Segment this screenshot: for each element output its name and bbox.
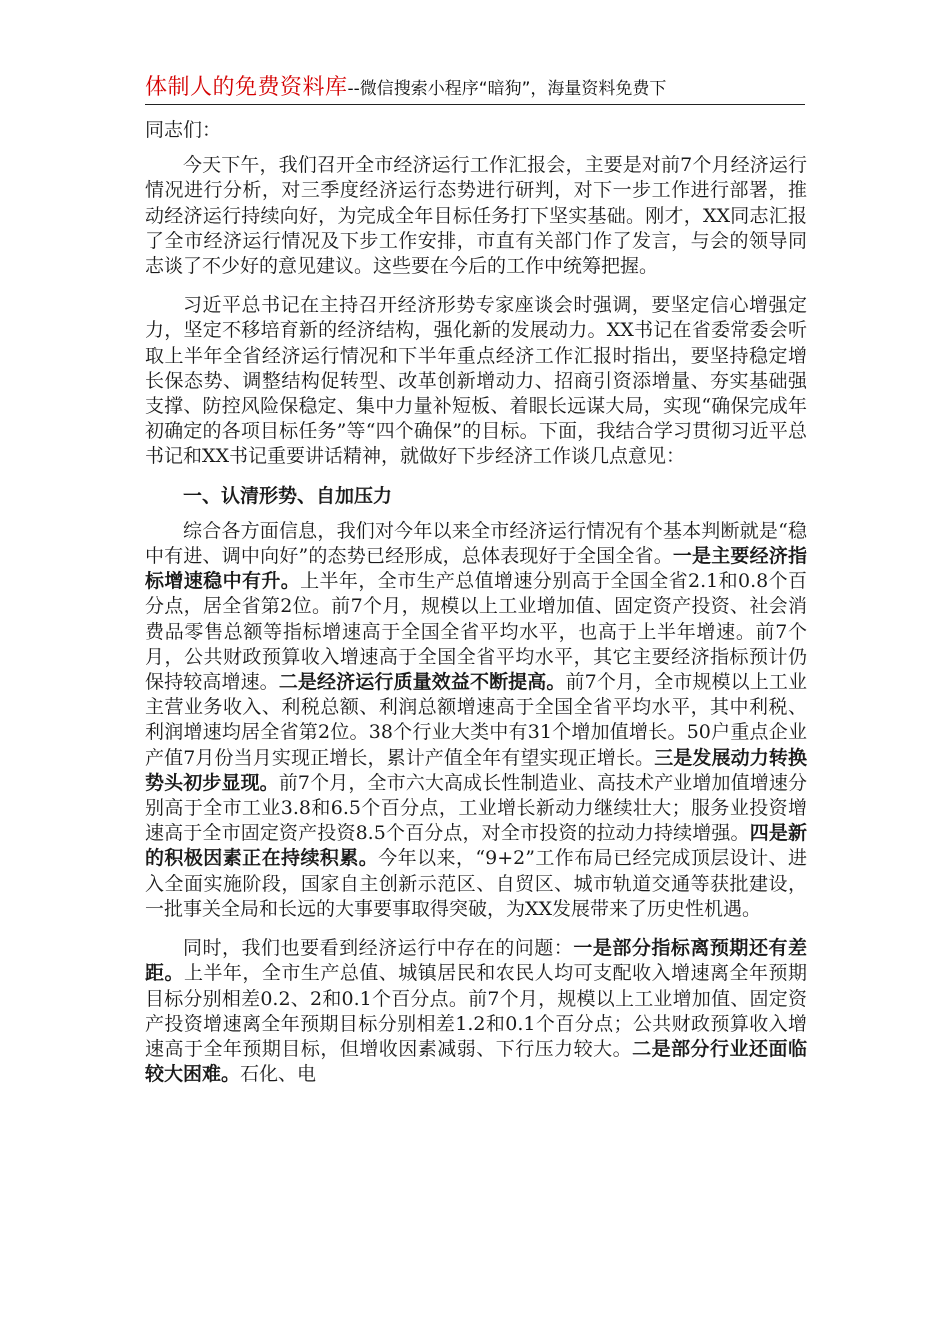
point-1-heading: 一是主要经济指标增速稳中有升。 (145, 545, 807, 593)
document-body (145, 118, 807, 1101)
situation-text-4: 前7个月，全市六大高成长性制造业、高技术产业增加值增速分别高于全市工业3.8和6.5个百分点，工业增长新动力继续壮大；服务业投资增速高于全市固定资产投资8.5个百分点，对全市投资的拉动力持续增强。 (145, 771, 807, 845)
situation-text-2: 上半年，全市生产总值增速分别高于全国全省2.1和0.8个百分点，居全省第2位。前7个月，规模以上工业增加值、固定资产投资、社会消费品零售总额等指标增速高于全国全省平均水平，也高于上半年增速。前7个月，公共财政预算收入增速高于全国全省平均水平，其它主要经济指标预计仍保持较高增速。 (145, 570, 807, 694)
problems-text-3: 石化、电 (240, 1063, 317, 1086)
intro-paragraph-1: 今天下午，我们召开全市经济运行工作汇报会，主要是对前7个月经济运行情况进行分析，对三季度经济运行态势进行研判，对下一步工作进行部署，推动经济运行持续向好，为完成全年目标任务打下坚实基础。刚才，XX同志汇报了全市经济运行情况及下步工作安排，市直有关部门作了发言，与会的领导同志谈了不少好的意见建议。这些要在今后的工作中统筹把握。 (145, 154, 807, 278)
problem-1-heading: 一是部分指标离预期还有差距。 (145, 937, 807, 985)
header-brand: 体制人的免费资料库 (145, 75, 348, 100)
situation-text-5: 今年以来，“9+2”工作布局已经完成顶层设计、进入全面实施阶段，国家自主创新示范区、自贸区、城市轨道交通等获批建设，一批事关全局和长远的大事要事取得突破，为XX发展带来了历史性机遇。 (145, 847, 807, 920)
problems-paragraph (145, 936, 807, 1087)
problem-2-heading: 二是部分行业还面临较大困难。 (145, 1037, 807, 1086)
section-heading: 一、认清形势、自加压力 (183, 484, 393, 507)
point-2-heading: 二是经济运行质量效益不断提高。 (278, 671, 566, 694)
point-3-heading: 三是发展动力转换势头初步显现。 (145, 746, 807, 794)
page-header (145, 70, 805, 105)
salutation: 同志们： (145, 119, 222, 141)
point-4-heading: 四是新的积极因素正在持续积累。 (145, 822, 807, 870)
situation-paragraph (145, 519, 807, 922)
situation-text-1: 综合各方面信息，我们对今年以来全市经济运行情况有个基本判断就是“稳中有进、调中向好”的态势已经形成，总体表现好于全国全省。 (145, 519, 807, 568)
intro-paragraph-2: 习近平总书记在主持召开经济形势专家座谈会时强调，要坚定信心增强定力，坚定不移培育新的经济结构，强化新的发展动力。XX书记在省委常委会听取上半年全省经济运行情况和下半年重点经济工作汇报时指出，要坚持稳定增长保态势、调整结构促转型、改革创新增动力、招商引资添增量、夯实基础强支撑、防控风险保稳定、集中力量补短板、着眼长远谋大局，实现“确保完成年初确定的各项目标任务”等“四个确保”的目标。下面，我结合学习贯彻习近平总书记和XX书记重要讲话精神，就做好下步经济工作谈几点意见： (145, 294, 807, 468)
header-subtitle: --微信搜索小程序“暗狗”，海量资料免费下 (347, 79, 667, 99)
problems-text-2: 上半年，全市生产总值、城镇居民和农民人均可支配收入增速离全年预期目标分别相差0.2、2和0.1个百分点。前7个月，规模以上工业增加值、固定资产投资增速离全年预期目标分别相差1.2和0.1个百分点；公共财政预算收入增速高于全年预期目标，但增收因素减弱、下行压力较大。 (145, 962, 807, 1060)
situation-text-3: 前7个月，全市规模以上工业主营业务收入、利税总额、利润总额增速高于全国全省平均水平，其中利税、利润增速均居全省第2位。38个行业大类中有31个增加值增长。50户重点企业产值7月份当月实现正增长，累计产值全年有望实现正增长。 (145, 671, 807, 769)
problems-text-1: 同时，我们也要看到经济运行中存在的问题： (183, 937, 574, 960)
